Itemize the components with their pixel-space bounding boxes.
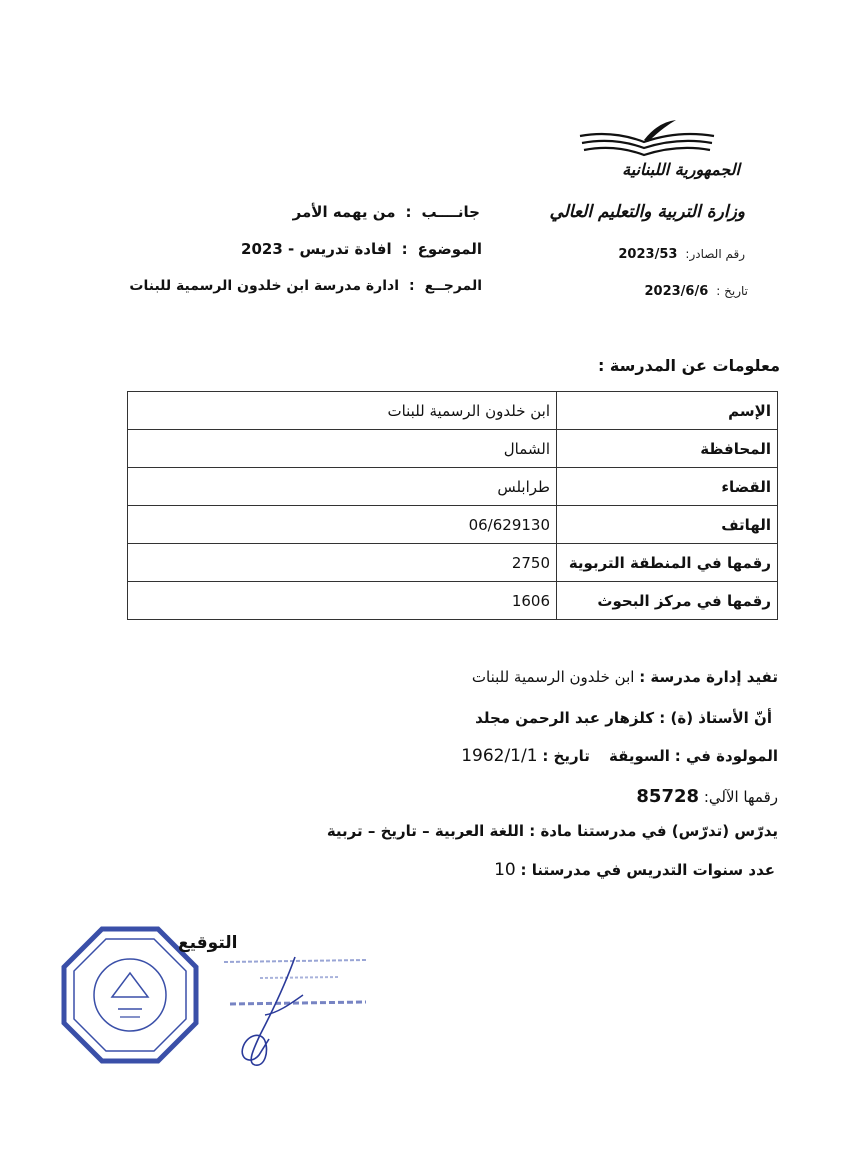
issue-number (618, 247, 745, 262)
subject-value: افادة تدريس - 2023 (241, 240, 392, 258)
birth-place: السويقة (608, 747, 670, 765)
republic-title: الجمهورية اللبنانية (622, 160, 740, 179)
issue-date-label: تاريخ : (716, 284, 748, 298)
teacher-label: أنّ الأستاذ (ة) : (659, 709, 772, 727)
colon: : (409, 278, 415, 294)
years-line (494, 860, 775, 880)
table-row (128, 468, 778, 506)
signature-label: التوقيع (178, 933, 238, 953)
issue-number-value: 2023/53 (618, 247, 678, 262)
ministry-logo-icon (578, 118, 718, 160)
row-value: الشمال (128, 430, 557, 468)
birth-date: 1962/1/1 (461, 746, 538, 766)
colon: : (401, 240, 408, 258)
reference-value: ادارة مدرسة ابن خلدون الرسمية للبنات (129, 278, 400, 294)
issue-date (644, 284, 748, 299)
table-row (128, 582, 778, 620)
row-value: طرابلس (128, 468, 557, 506)
colon: : (405, 203, 412, 221)
row-key: رقمها في مركز البحوث (557, 582, 778, 620)
school-line-value: ابن خلدون الرسمية للبنات (471, 668, 635, 686)
subjects-label: يدرّس (تدرّس) في مدرستنا مادة : (529, 822, 778, 840)
reference-label: المرجــع (424, 278, 482, 294)
id-line (636, 786, 778, 807)
row-key: المحافظة (557, 430, 778, 468)
birth-date-label: تاريخ : (542, 747, 590, 765)
row-key: القضاء (557, 468, 778, 506)
row-value: 06/629130 (128, 506, 557, 544)
school-line-label: تفيد إدارة مدرسة : (639, 668, 778, 686)
teacher-line (475, 709, 772, 727)
ministry-title: وزارة التربية والتعليم العالي (549, 202, 745, 222)
signature-icon (225, 955, 315, 1070)
id-value: 85728 (636, 786, 700, 807)
subject-label: الموضوع (417, 240, 482, 258)
table-row (128, 392, 778, 430)
table-row (128, 430, 778, 468)
subject-line (241, 240, 482, 258)
teacher-name: كلزهار عبد الرحمن مجلد (475, 709, 655, 727)
addressee-line (293, 203, 480, 221)
id-label: رقمها الآلي: (703, 788, 778, 806)
row-value: 2750 (128, 544, 557, 582)
subjects-line (327, 822, 778, 840)
row-value: 1606 (128, 582, 557, 620)
subjects-value: اللغة العربية – تاريخ – تربية (326, 822, 524, 840)
row-key: رقمها في المنطقة التربوية (557, 544, 778, 582)
school-info-heading: معلومات عن المدرسة : (597, 356, 780, 375)
row-value: ابن خلدون الرسمية للبنات (128, 392, 557, 430)
row-key: الإسم (557, 392, 778, 430)
birth-label: المولودة في : (674, 747, 778, 765)
table-row (128, 506, 778, 544)
birth-line (461, 746, 778, 766)
years-label: عدد سنوات التدريس في مدرستنا : (520, 861, 775, 879)
school-line (472, 668, 778, 686)
addressee-label: جانــــب (421, 203, 480, 221)
addressee-value: من يهمه الأمر (292, 203, 396, 221)
row-key: الهاتف (557, 506, 778, 544)
table-row (128, 544, 778, 582)
reference-line (129, 278, 482, 294)
years-value: 10 (494, 860, 516, 880)
school-info-table (127, 391, 778, 620)
issue-date-value: 2023/6/6 (644, 284, 709, 299)
issue-number-label: رقم الصادر: (685, 247, 745, 261)
